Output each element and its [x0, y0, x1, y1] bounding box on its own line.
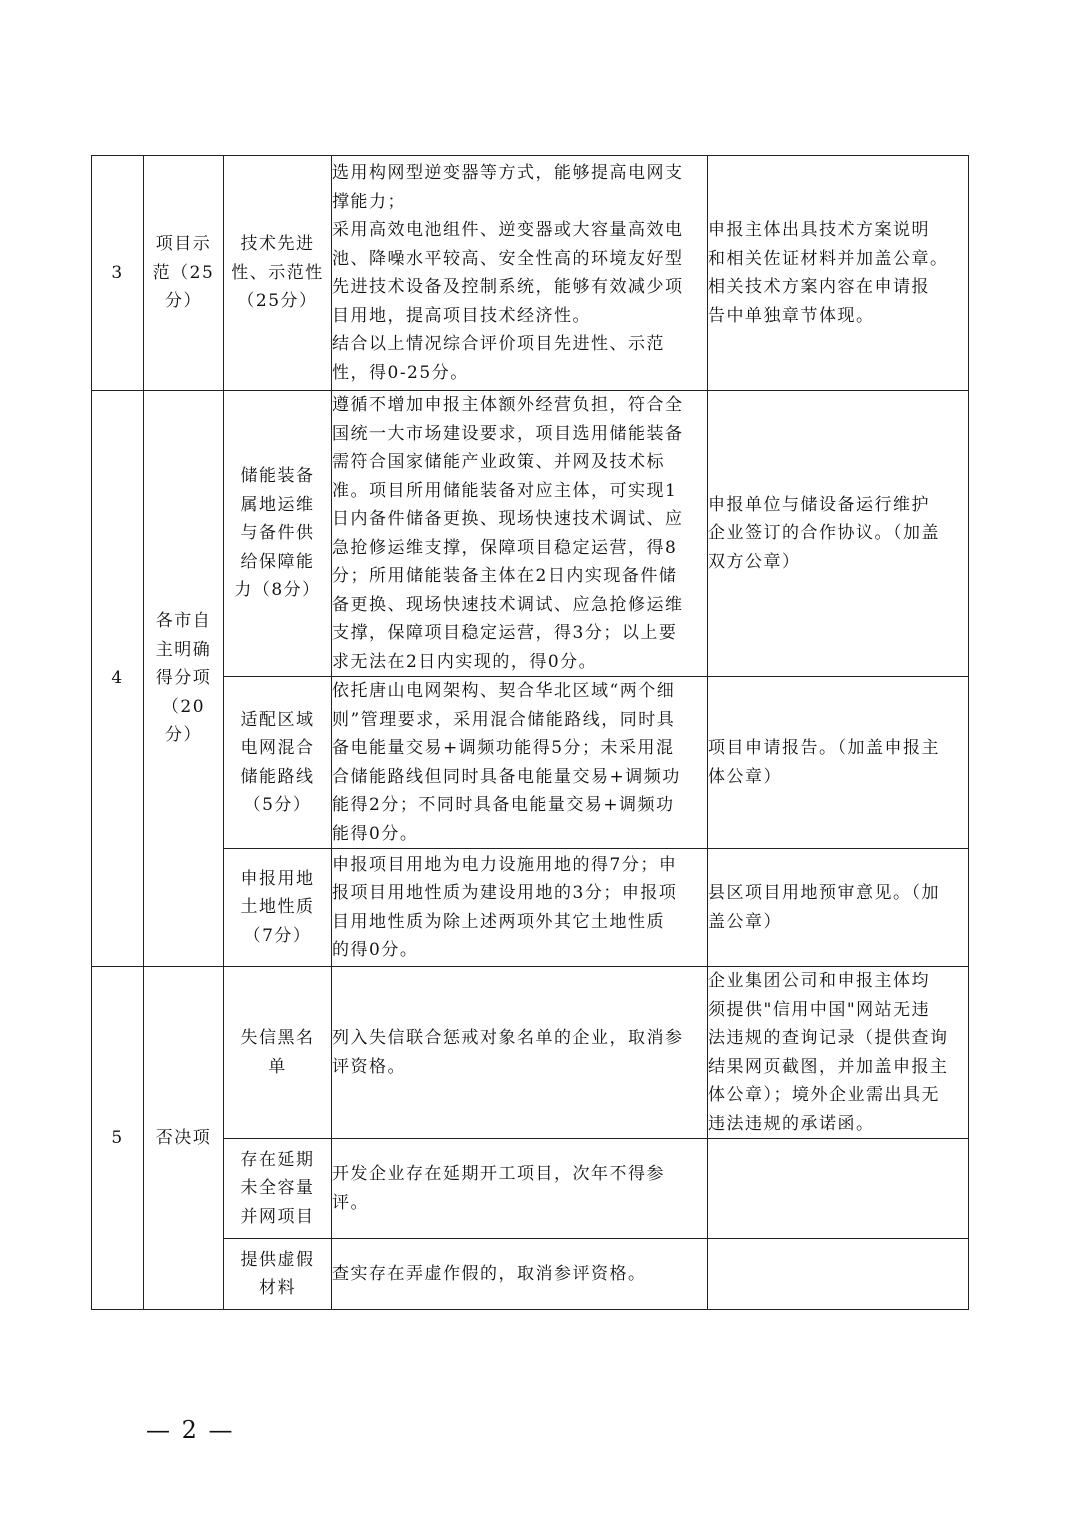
text-line: 支撑，保障项目稳定运营，得3分；以上要 [332, 623, 678, 643]
text-line: 分） [165, 291, 202, 312]
materials-cell [708, 156, 969, 391]
text-line: 适配区域 [240, 709, 315, 730]
text-line: 法违规的查询记录（提供查询 [708, 1028, 949, 1048]
row-number: 3 [92, 156, 144, 391]
text-line: 依托唐山电网架构、契合华北区域“两个细 [332, 681, 676, 701]
text-line: 求无法在2日内实现的，得0分。 [332, 651, 598, 672]
text-line: 企业签订的合作协议。（加盖 [708, 523, 940, 544]
text-line: 给保障能 [240, 551, 315, 572]
text-line: 报项目用地性质为建设用地的3分；申报项 [332, 883, 678, 903]
text-line: 与备件供 [240, 523, 315, 544]
text-line: 先进技术设备及控制系统，能够有效减少项 [332, 277, 684, 297]
item-cell [224, 1139, 332, 1239]
text-line: （25分） [237, 291, 318, 312]
table-row [92, 967, 969, 1139]
text-line: 主明确 [155, 639, 212, 660]
text-line: 和相关佐证材料并加盖公章。 [708, 248, 949, 269]
table-row [92, 677, 969, 849]
materials-cell [708, 967, 969, 1139]
text-line: 单 [268, 1056, 287, 1077]
text-line: 准。项目所用储能装备对应主体，可实现1 [332, 480, 678, 501]
materials-cell [708, 1139, 969, 1239]
text-line: 体公章）；境外企业需出具无 [708, 1085, 940, 1105]
criteria-cell [332, 1139, 708, 1239]
text-line: 备更换、现场快速技术调试、应急抢修运维 [332, 594, 684, 615]
table-row [92, 1139, 969, 1239]
text-line: 否决项 [155, 1127, 212, 1148]
text-line: 评资格。 [332, 1056, 406, 1077]
text-line: 目用地性质为除上述两项外其它土地性质 [332, 911, 665, 932]
text-line: 材料 [259, 1278, 296, 1298]
text-line: （7分） [243, 925, 312, 946]
text-line: 采用高效电池组件、逆变器或大容量高效电 [332, 220, 684, 240]
text-line: 项目申请报告。（加盖申报主 [708, 738, 940, 758]
table-row [92, 391, 969, 677]
text-line: 提供虚假 [240, 1249, 315, 1270]
text-line: 列入失信联合惩戒对象名单的企业，取消参 [332, 1028, 684, 1048]
text-line: 双方公章） [708, 551, 801, 572]
text-line: 查实存在弄虚作假的，取消参评资格。 [332, 1263, 647, 1284]
text-line: 目用地，提高项目技术经济性。 [332, 305, 591, 326]
criteria-cell [332, 849, 708, 967]
text-line: 评。 [332, 1192, 369, 1213]
text-line: 日内备件储备更换、现场快速技术调试、应 [332, 509, 684, 529]
text-line: 申报单位与储设备运行维护 [708, 494, 930, 515]
text-line: 分） [165, 725, 202, 746]
criteria-cell [332, 391, 708, 677]
page-number: — 2 — [146, 1416, 235, 1444]
text-line: 电网混合 [240, 738, 315, 758]
text-line: 急抢修运维支撑，保障项目稳定运营，得8 [332, 537, 678, 558]
category-cell [144, 391, 224, 967]
category-cell [144, 156, 224, 391]
materials-cell [708, 849, 969, 967]
text-line: 储能路线 [240, 766, 315, 787]
text-line: 属地运维 [240, 494, 315, 515]
text-line: 盖公章） [708, 911, 782, 932]
text-line: 性、示范性 [231, 262, 324, 283]
item-cell [224, 967, 332, 1139]
materials-cell [708, 391, 969, 677]
text-line: 则”管理要求，采用混合储能路线，同时具 [332, 709, 676, 730]
materials-cell [708, 1239, 969, 1310]
text-line: 得分项 [155, 668, 212, 689]
text-line: 企业集团公司和申报主体均 [708, 971, 930, 991]
text-line: 申报用地 [240, 868, 315, 889]
materials-cell [708, 677, 969, 849]
item-cell [224, 156, 332, 391]
text-line: 遵循不增加申报主体额外经营负担，符合全 [332, 395, 684, 415]
row-number: 4 [92, 391, 144, 967]
text-line: 的得0分。 [332, 940, 419, 960]
text-line: 能得2分；不同时具备电能量交易+调频功 [332, 795, 675, 815]
text-line: 失信黑名 [240, 1028, 315, 1048]
text-line: 申报项目用地为电力设施用地的得7分；申 [332, 854, 678, 875]
text-line: 告中单独章节体现。 [708, 305, 875, 326]
text-line: 申报主体出具技术方案说明 [708, 220, 930, 240]
criteria-cell [332, 156, 708, 391]
text-line: 未全容量 [240, 1178, 315, 1199]
text-line: （5分） [243, 795, 312, 815]
text-line: 合储能路线但同时具备电能量交易+调频功 [332, 766, 681, 787]
text-line: 体公章） [708, 766, 782, 787]
table-row [92, 156, 969, 391]
criteria-cell [332, 1239, 708, 1310]
scoring-table [91, 155, 969, 1310]
text-line: 开发企业存在延期开工项目，次年不得参 [332, 1164, 665, 1184]
text-line: 撑能力； [332, 191, 406, 212]
text-line: （20 [161, 696, 206, 717]
text-line: 结合以上情况综合评价项目先进性、示范 [332, 334, 665, 354]
criteria-cell [332, 677, 708, 849]
text-line: 需符合国家储能产业政策、并网及技术标 [332, 452, 665, 472]
text-line: 并网项目 [240, 1206, 315, 1227]
item-cell [224, 849, 332, 967]
text-line: 结果网页截图，并加盖申报主 [708, 1056, 949, 1077]
text-line: 储能装备 [240, 466, 315, 487]
item-cell [224, 391, 332, 677]
table-row [92, 849, 969, 967]
text-line: 存在延期 [240, 1149, 315, 1170]
item-cell [224, 1239, 332, 1310]
text-line: 分；所用储能装备主体在2日内实现备件储 [332, 566, 678, 586]
text-line: 相关技术方案内容在申请报 [708, 277, 930, 297]
text-line: 违法违规的承诺函。 [708, 1113, 875, 1134]
text-line: 性，得0-25分。 [332, 362, 469, 383]
text-line: 各市自 [155, 611, 212, 632]
text-line: 池、降噪水平较高、安全性高的环境友好型 [332, 248, 684, 269]
text-line: 力（8分） [234, 580, 321, 601]
text-line: 技术先进 [240, 234, 315, 255]
text-line: 须提供"信用中国"网站无违 [708, 999, 931, 1020]
text-line: 土地性质 [240, 897, 315, 918]
row-number: 5 [92, 967, 144, 1310]
text-line: 范（25 [152, 262, 215, 283]
table-row [92, 1239, 969, 1310]
text-line: 项目示 [155, 234, 212, 255]
text-line: 选用构网型逆变器等方式，能够提高电网支 [332, 163, 684, 183]
text-line: 国统一大市场建设要求，项目选用储能装备 [332, 423, 684, 444]
category-cell [144, 967, 224, 1310]
text-line: 能得0分。 [332, 823, 419, 844]
text-line: 县区项目用地预审意见。（加 [708, 883, 940, 903]
text-line: 备电能量交易+调频功能得5分；未采用混 [332, 738, 675, 758]
criteria-cell [332, 967, 708, 1139]
item-cell [224, 677, 332, 849]
